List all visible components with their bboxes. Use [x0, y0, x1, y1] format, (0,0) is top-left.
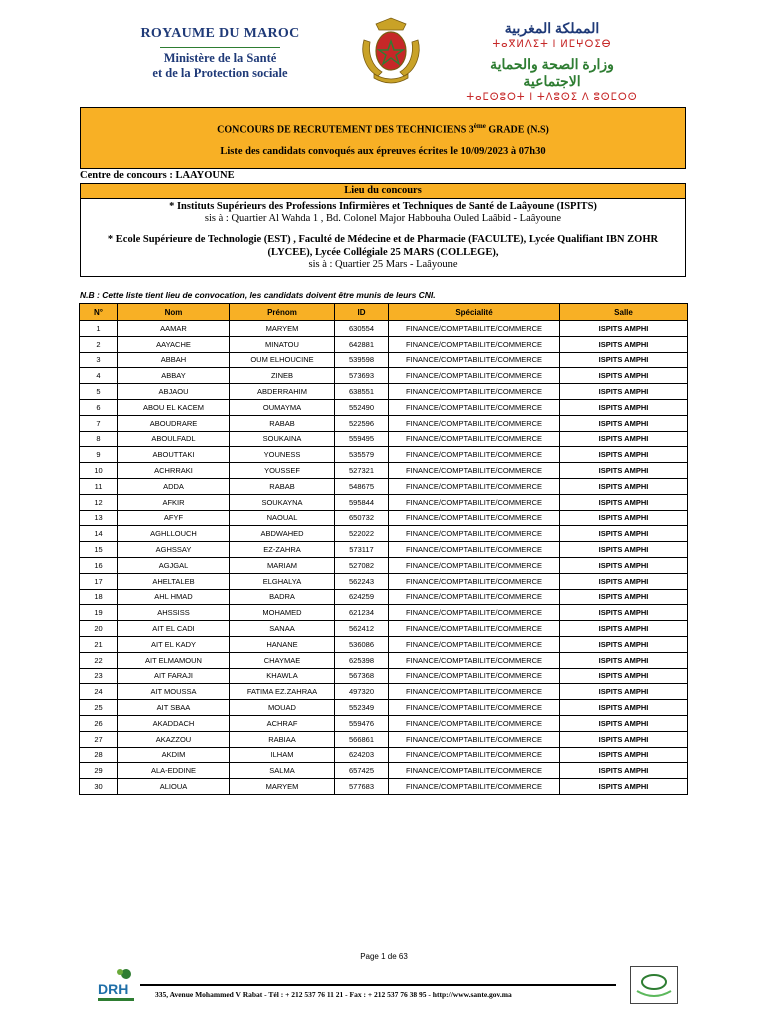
cell-number: 1: [80, 321, 118, 337]
table-row: [80, 731, 688, 747]
table-row: [80, 478, 688, 494]
cell-specialite: FINANCE/COMPTABILITE/COMMERCE: [389, 700, 560, 716]
cell-prenom: FATIMA EZ.ZAHRAA: [230, 684, 335, 700]
col-header-id: ID: [335, 304, 389, 321]
kingdom-title-tifinagh: ⵜⴰⴳⵍⴷⵉⵜ ⵏ ⵍⵎⵖⵔⵉⴱ: [492, 39, 612, 50]
cell-number: 12: [80, 494, 118, 510]
ministry-line-2: et de la Protection sociale: [152, 66, 288, 80]
page-number: Page 1 de 63: [360, 952, 408, 961]
cell-salle: ISPITS AMPHI: [560, 478, 688, 494]
cell-prenom: ABDWAHED: [230, 526, 335, 542]
ministry-title-tifinagh: ⵜⴰⵎⵙⵓⵔⵜ ⵏ ⵜⴷⵓⵙⵉ ⴷ ⵓⵙⵎⵔⵙ: [466, 92, 638, 103]
table-row: [80, 779, 688, 795]
cell-salle: ISPITS AMPHI: [560, 447, 688, 463]
location-site-2-address: sis à : Quartier 25 Mars - Laâyoune: [308, 259, 458, 270]
cell-nom: AFKIR: [118, 494, 230, 510]
cell-id: 548675: [335, 478, 389, 494]
cell-salle: ISPITS AMPHI: [560, 573, 688, 589]
banner-title: [81, 122, 685, 135]
kingdom-title-fr: ROYAUME DU MAROC: [140, 26, 300, 41]
cell-number: 11: [80, 478, 118, 494]
cell-prenom: MINATOU: [230, 336, 335, 352]
cell-nom: AIT FARAJI: [118, 668, 230, 684]
cell-prenom: RABAB: [230, 478, 335, 494]
cell-id: 595844: [335, 494, 389, 510]
cell-nom: AIT EL CADI: [118, 621, 230, 637]
cell-prenom: CHAYMAE: [230, 652, 335, 668]
table-row: [80, 447, 688, 463]
cell-id: 535579: [335, 447, 389, 463]
cell-salle: ISPITS AMPHI: [560, 384, 688, 400]
cell-id: 497320: [335, 684, 389, 700]
cell-nom: AKDIM: [118, 747, 230, 763]
cell-number: 27: [80, 731, 118, 747]
cell-nom: ALIOUA: [118, 779, 230, 795]
drh-logo: [96, 966, 140, 1006]
cell-id: 539598: [335, 352, 389, 368]
cell-number: 10: [80, 463, 118, 479]
cell-nom: AGHSSAY: [118, 542, 230, 558]
cell-id: 657425: [335, 763, 389, 779]
cell-prenom: ZINEB: [230, 368, 335, 384]
cell-nom: AIT EL KADY: [118, 636, 230, 652]
cell-prenom: ABDERRAHIM: [230, 384, 335, 400]
cell-number: 17: [80, 573, 118, 589]
cell-nom: ABBAY: [118, 368, 230, 384]
title-banner: [80, 107, 686, 169]
cell-salle: ISPITS AMPHI: [560, 494, 688, 510]
location-site-1-name: * Instituts Supérieurs des Professions Infirmières et Techniques de Santé de Laâyoune (ISPITS): [169, 201, 597, 212]
table-row: [80, 399, 688, 415]
cell-specialite: FINANCE/COMPTABILITE/COMMERCE: [389, 557, 560, 573]
cell-id: 577683: [335, 779, 389, 795]
cell-specialite: FINANCE/COMPTABILITE/COMMERCE: [389, 494, 560, 510]
cell-id: 621234: [335, 605, 389, 621]
cell-specialite: FINANCE/COMPTABILITE/COMMERCE: [389, 652, 560, 668]
cell-id: 527321: [335, 463, 389, 479]
cell-id: 642881: [335, 336, 389, 352]
ministry-line-1: Ministère de la Santé: [163, 51, 277, 65]
cell-id: 559495: [335, 431, 389, 447]
cell-salle: ISPITS AMPHI: [560, 668, 688, 684]
candidates-table-body: [80, 321, 688, 795]
cell-specialite: FINANCE/COMPTABILITE/COMMERCE: [389, 763, 560, 779]
cell-salle: ISPITS AMPHI: [560, 621, 688, 637]
coat-of-arms-icon: [356, 16, 426, 86]
banner-title-sup: ème: [473, 122, 486, 130]
cell-salle: ISPITS AMPHI: [560, 731, 688, 747]
cell-nom: ABBAH: [118, 352, 230, 368]
cell-nom: ABOUDRARE: [118, 415, 230, 431]
table-row: [80, 715, 688, 731]
header-divider: [160, 47, 280, 48]
banner-title-main: CONCOURS DE RECRUTEMENT DES TECHNICIENS 3: [217, 124, 474, 136]
cell-number: 21: [80, 636, 118, 652]
header-arabic-block: [462, 20, 642, 103]
cell-number: 26: [80, 715, 118, 731]
cell-nom: ADDA: [118, 478, 230, 494]
cell-number: 20: [80, 621, 118, 637]
cell-prenom: SOUKAYNA: [230, 494, 335, 510]
cell-number: 23: [80, 668, 118, 684]
cell-id: 573117: [335, 542, 389, 558]
cell-prenom: ILHAM: [230, 747, 335, 763]
cell-prenom: SANAA: [230, 621, 335, 637]
cell-nom: AKADDACH: [118, 715, 230, 731]
cell-salle: ISPITS AMPHI: [560, 652, 688, 668]
cell-number: 16: [80, 557, 118, 573]
cell-id: 630554: [335, 321, 389, 337]
cell-number: 29: [80, 763, 118, 779]
table-row: [80, 321, 688, 337]
cell-prenom: SOUKAINA: [230, 431, 335, 447]
cell-prenom: MOUAD: [230, 700, 335, 716]
table-row: [80, 557, 688, 573]
cell-specialite: FINANCE/COMPTABILITE/COMMERCE: [389, 779, 560, 795]
cell-nom: ACHRRAKI: [118, 463, 230, 479]
cell-specialite: FINANCE/COMPTABILITE/COMMERCE: [389, 542, 560, 558]
cell-specialite: FINANCE/COMPTABILITE/COMMERCE: [389, 447, 560, 463]
institution-logo-right: [630, 966, 678, 1004]
cell-nom: AGJGAL: [118, 557, 230, 573]
cell-prenom: KHAWLA: [230, 668, 335, 684]
cell-specialite: FINANCE/COMPTABILITE/COMMERCE: [389, 589, 560, 605]
cell-prenom: YOUNESS: [230, 447, 335, 463]
cell-id: 522596: [335, 415, 389, 431]
cell-specialite: FINANCE/COMPTABILITE/COMMERCE: [389, 352, 560, 368]
cell-specialite: FINANCE/COMPTABILITE/COMMERCE: [389, 715, 560, 731]
location-site-2-name: * Ecole Supérieure de Technologie (EST) , Faculté de Médecine et de Pharmacie (FACULTE), Lycée Qualifiant IBN ZOHR (LYCEE), Lycée Collégiale 25 MARS (COLLEGE),: [107, 234, 659, 258]
cell-number: 4: [80, 368, 118, 384]
cell-nom: AIT SBAA: [118, 700, 230, 716]
cell-number: 25: [80, 700, 118, 716]
cell-specialite: FINANCE/COMPTABILITE/COMMERCE: [389, 431, 560, 447]
cell-nom: ALA-EDDINE: [118, 763, 230, 779]
banner-subtitle: Liste des candidats convoqués aux épreuves écrites le 10/09/2023 à 07h30: [220, 146, 546, 158]
cell-id: 567368: [335, 668, 389, 684]
cell-salle: ISPITS AMPHI: [560, 700, 688, 716]
cell-prenom: EZ-ZAHRA: [230, 542, 335, 558]
cell-salle: ISPITS AMPHI: [560, 684, 688, 700]
cell-prenom: MARYEM: [230, 321, 335, 337]
cell-id: 522022: [335, 526, 389, 542]
col-header-nom: Nom: [118, 304, 230, 321]
cell-specialite: FINANCE/COMPTABILITE/COMMERCE: [389, 478, 560, 494]
table-row: [80, 684, 688, 700]
cell-nom: AFYF: [118, 510, 230, 526]
cell-prenom: YOUSSEF: [230, 463, 335, 479]
table-row: [80, 510, 688, 526]
cell-specialite: FINANCE/COMPTABILITE/COMMERCE: [389, 463, 560, 479]
location-site-1-address: sis à : Quartier Al Wahda 1 , Bd. Colonel Major Habbouha Ouled Laâbid - Laâyoune: [204, 213, 562, 224]
cell-specialite: FINANCE/COMPTABILITE/COMMERCE: [389, 636, 560, 652]
table-row: [80, 589, 688, 605]
footer-divider: [140, 984, 616, 986]
footer-address: 335, Avenue Mohammed V Rabat - Tél : + 212 537 76 11 21 - Fax : + 212 537 76 38 95 - http://www.sante.gov.ma: [155, 990, 512, 999]
cell-number: 5: [80, 384, 118, 400]
cell-nom: ABJAOU: [118, 384, 230, 400]
cell-specialite: FINANCE/COMPTABILITE/COMMERCE: [389, 336, 560, 352]
cell-specialite: FINANCE/COMPTABILITE/COMMERCE: [389, 684, 560, 700]
exam-location-box: [80, 183, 686, 277]
cell-id: 650732: [335, 510, 389, 526]
cell-id: 552349: [335, 700, 389, 716]
cell-specialite: FINANCE/COMPTABILITE/COMMERCE: [389, 510, 560, 526]
cell-salle: ISPITS AMPHI: [560, 779, 688, 795]
cell-id: 624203: [335, 747, 389, 763]
cell-specialite: FINANCE/COMPTABILITE/COMMERCE: [389, 621, 560, 637]
cell-nom: AKAZZOU: [118, 731, 230, 747]
cell-nom: AHSSISS: [118, 605, 230, 621]
cell-number: 13: [80, 510, 118, 526]
cell-salle: ISPITS AMPHI: [560, 636, 688, 652]
cell-id: 562412: [335, 621, 389, 637]
cell-salle: ISPITS AMPHI: [560, 763, 688, 779]
cell-nom: ABOU EL KACEM: [118, 399, 230, 415]
cell-specialite: FINANCE/COMPTABILITE/COMMERCE: [389, 526, 560, 542]
col-header-specialite: Spécialité: [389, 304, 560, 321]
cell-specialite: FINANCE/COMPTABILITE/COMMERCE: [389, 747, 560, 763]
table-row: [80, 526, 688, 542]
cell-number: 30: [80, 779, 118, 795]
banner-title-tail: GRADE (N.S): [485, 124, 549, 136]
cell-specialite: FINANCE/COMPTABILITE/COMMERCE: [389, 573, 560, 589]
cell-nom: AGHLLOUCH: [118, 526, 230, 542]
cell-nom: AHL HMAD: [118, 589, 230, 605]
table-row: [80, 368, 688, 384]
table-row: [80, 463, 688, 479]
location-heading: Lieu du concours: [81, 184, 685, 199]
cell-specialite: FINANCE/COMPTABILITE/COMMERCE: [389, 321, 560, 337]
cell-prenom: BADRA: [230, 589, 335, 605]
cell-prenom: SALMA: [230, 763, 335, 779]
cell-id: 566861: [335, 731, 389, 747]
table-row: [80, 494, 688, 510]
cell-nom: ABOULFADL: [118, 431, 230, 447]
table-row: [80, 621, 688, 637]
cell-number: 22: [80, 652, 118, 668]
table-row: [80, 763, 688, 779]
cell-nom: AIT ELMAMOUN: [118, 652, 230, 668]
cell-salle: ISPITS AMPHI: [560, 399, 688, 415]
cell-specialite: FINANCE/COMPTABILITE/COMMERCE: [389, 605, 560, 621]
cell-salle: ISPITS AMPHI: [560, 715, 688, 731]
table-row: [80, 415, 688, 431]
cell-number: 9: [80, 447, 118, 463]
drh-logo-text: DRH: [98, 981, 129, 997]
cell-id: 559476: [335, 715, 389, 731]
header-french-block: [120, 26, 320, 81]
cell-specialite: FINANCE/COMPTABILITE/COMMERCE: [389, 668, 560, 684]
cell-id: 552490: [335, 399, 389, 415]
cell-nom: AIT MOUSSA: [118, 684, 230, 700]
cell-nom: AAYACHE: [118, 336, 230, 352]
cell-specialite: FINANCE/COMPTABILITE/COMMERCE: [389, 731, 560, 747]
cell-salle: ISPITS AMPHI: [560, 747, 688, 763]
cell-prenom: RABIAA: [230, 731, 335, 747]
cell-prenom: MARYEM: [230, 779, 335, 795]
cell-prenom: MOHAMED: [230, 605, 335, 621]
table-row: [80, 605, 688, 621]
col-header-number: N°: [80, 304, 118, 321]
exam-centre-label: Centre de concours : LAAYOUNE: [80, 170, 235, 181]
table-row: [80, 668, 688, 684]
cell-id: 624259: [335, 589, 389, 605]
cell-number: 28: [80, 747, 118, 763]
table-row: [80, 336, 688, 352]
cell-id: 573693: [335, 368, 389, 384]
cell-number: 19: [80, 605, 118, 621]
kingdom-title-ar: المملكة المغربية: [504, 20, 600, 36]
cell-prenom: NAOUAL: [230, 510, 335, 526]
cell-salle: ISPITS AMPHI: [560, 589, 688, 605]
table-row: [80, 573, 688, 589]
cell-number: 2: [80, 336, 118, 352]
table-row: [80, 352, 688, 368]
cell-salle: ISPITS AMPHI: [560, 605, 688, 621]
cell-number: 7: [80, 415, 118, 431]
cell-salle: ISPITS AMPHI: [560, 336, 688, 352]
cell-number: 3: [80, 352, 118, 368]
cell-salle: ISPITS AMPHI: [560, 352, 688, 368]
table-header-row: [80, 304, 688, 321]
cell-number: 15: [80, 542, 118, 558]
cell-number: 24: [80, 684, 118, 700]
cell-salle: ISPITS AMPHI: [560, 415, 688, 431]
cell-number: 8: [80, 431, 118, 447]
cell-prenom: OUM ELHOUCINE: [230, 352, 335, 368]
cell-specialite: FINANCE/COMPTABILITE/COMMERCE: [389, 384, 560, 400]
cell-salle: ISPITS AMPHI: [560, 557, 688, 573]
table-row: [80, 384, 688, 400]
cell-number: 14: [80, 526, 118, 542]
table-row: [80, 652, 688, 668]
cell-number: 18: [80, 589, 118, 605]
cell-prenom: HANANE: [230, 636, 335, 652]
cell-nom: ABOUTTAKI: [118, 447, 230, 463]
table-row: [80, 542, 688, 558]
candidates-table: [79, 303, 688, 795]
cell-id: 638551: [335, 384, 389, 400]
table-row: [80, 700, 688, 716]
cell-salle: ISPITS AMPHI: [560, 510, 688, 526]
table-row: [80, 431, 688, 447]
cell-salle: ISPITS AMPHI: [560, 431, 688, 447]
cell-salle: ISPITS AMPHI: [560, 542, 688, 558]
cell-salle: ISPITS AMPHI: [560, 463, 688, 479]
cell-prenom: MARIAM: [230, 557, 335, 573]
cell-id: 536086: [335, 636, 389, 652]
cell-prenom: ELGHALYA: [230, 573, 335, 589]
cell-id: 562243: [335, 573, 389, 589]
col-header-prenom: Prénom: [230, 304, 335, 321]
cell-prenom: ACHRAF: [230, 715, 335, 731]
table-row: [80, 636, 688, 652]
cell-specialite: FINANCE/COMPTABILITE/COMMERCE: [389, 399, 560, 415]
cell-prenom: OUMAYMA: [230, 399, 335, 415]
ministry-title-ar: وزارة الصحة والحماية الاجتماعية: [490, 56, 614, 89]
cell-id: 527082: [335, 557, 389, 573]
cell-prenom: RABAB: [230, 415, 335, 431]
cell-salle: ISPITS AMPHI: [560, 368, 688, 384]
cell-nom: AAMAR: [118, 321, 230, 337]
cell-specialite: FINANCE/COMPTABILITE/COMMERCE: [389, 415, 560, 431]
cell-number: 6: [80, 399, 118, 415]
col-header-salle: Salle: [560, 304, 688, 321]
cell-nom: AHELTALEB: [118, 573, 230, 589]
cell-id: 625398: [335, 652, 389, 668]
cell-specialite: FINANCE/COMPTABILITE/COMMERCE: [389, 368, 560, 384]
convocation-note: N.B : Cette liste tient lieu de convocation, les candidats doivent être munis de leurs CNI.: [80, 290, 436, 300]
cell-salle: ISPITS AMPHI: [560, 321, 688, 337]
table-row: [80, 747, 688, 763]
cell-salle: ISPITS AMPHI: [560, 526, 688, 542]
